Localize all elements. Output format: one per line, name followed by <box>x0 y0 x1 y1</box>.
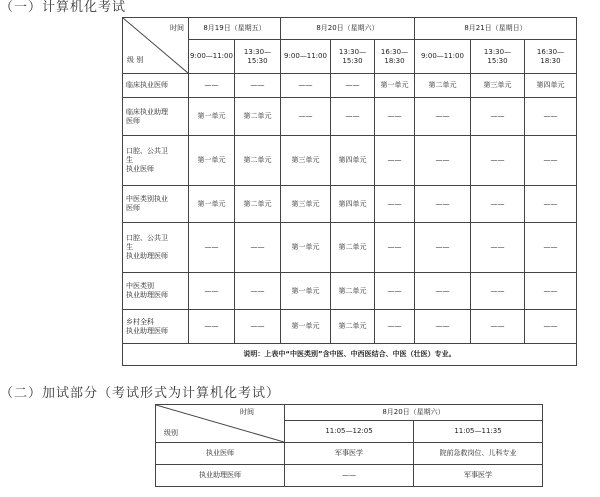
level-cell <box>123 310 189 344</box>
corner-cell <box>123 18 189 74</box>
schedule-cell: —— <box>471 310 525 344</box>
schedule-cell: —— <box>525 310 577 344</box>
schedule-cell: 第四单元 <box>331 136 375 186</box>
text-line: 16:30— <box>536 47 565 56</box>
time-slot-header <box>331 40 375 74</box>
schedule-cell: —— <box>281 98 331 136</box>
text-line: 9:00—11:00 <box>284 52 327 61</box>
date-header: 8月19日（星期五） <box>189 18 281 40</box>
text-line: 18:30 <box>384 56 405 65</box>
schedule-cell: —— <box>375 310 415 344</box>
schedule-cell: —— <box>375 136 415 186</box>
text-line: 执业助理医师 <box>126 291 168 299</box>
table-row <box>156 465 543 487</box>
schedule-cell: 第一单元 <box>375 74 415 98</box>
corner-time-label: 时间 <box>240 408 254 416</box>
schedule-cell: 第一单元 <box>189 98 235 136</box>
text-line: 中医类别执业 <box>126 195 168 204</box>
note-row <box>123 344 577 366</box>
level-cell <box>123 136 189 186</box>
text-line: 13:30— <box>243 47 272 56</box>
text-line: 医师 <box>126 204 140 212</box>
text-line: 中医类别 <box>126 282 154 291</box>
schedule-cell: —— <box>235 273 281 310</box>
schedule-cell: —— <box>415 273 471 310</box>
schedule-cell: —— <box>525 136 577 186</box>
text-line: 执业医师 <box>126 164 154 173</box>
level-cell <box>123 98 189 136</box>
time-slot-header: 11:05—12:05 <box>285 421 414 443</box>
schedule-cell: —— <box>375 186 415 223</box>
table-row <box>123 98 577 136</box>
schedule-cell: 第二单元 <box>235 186 281 223</box>
section-2-heading: （二）加试部分（考试形式为计算机化考试） <box>0 386 281 401</box>
schedule-cell: 第三单元 <box>471 74 525 98</box>
time-slot-header <box>415 40 471 74</box>
text-line: 执业助理医师 <box>126 251 168 260</box>
schedule-cell: —— <box>331 74 375 98</box>
schedule-cell: —— <box>375 273 415 310</box>
schedule-cell: —— <box>415 98 471 136</box>
schedule-cell: —— <box>235 310 281 344</box>
schedule-cell: —— <box>415 223 471 273</box>
text-line: 9:00—11:00 <box>190 52 233 61</box>
section-1-heading: （一）计算机化考试 <box>0 0 127 15</box>
schedule-cell: 第四单元 <box>525 74 577 98</box>
schedule-cell: —— <box>471 186 525 223</box>
header-row-slots <box>123 40 577 74</box>
additional-exam-schedule-table <box>155 404 543 487</box>
text-line: 临床执业助理 <box>126 107 168 116</box>
schedule-cell: 第二单元 <box>415 74 471 98</box>
schedule-cell: 第一单元 <box>281 273 331 310</box>
text-line: 执业助理医师 <box>126 326 168 335</box>
schedule-cell: 第三单元 <box>281 186 331 223</box>
schedule-cell: —— <box>189 273 235 310</box>
table-row <box>123 273 577 310</box>
schedule-cell: 院前急救岗位、儿科专业 <box>414 443 543 465</box>
schedule-cell: 第一单元 <box>189 136 235 186</box>
schedule-cell: —— <box>235 223 281 273</box>
schedule-cell: —— <box>471 273 525 310</box>
time-slot-header <box>189 40 235 74</box>
schedule-cell: —— <box>189 74 235 98</box>
date-header: 8月21日（星期日） <box>415 18 577 40</box>
time-slot-header <box>235 40 281 74</box>
schedule-cell: 第二单元 <box>331 273 375 310</box>
schedule-cell: —— <box>415 186 471 223</box>
corner-time-label: 时间 <box>170 24 184 32</box>
text-line: 13:30— <box>483 47 512 56</box>
text-line: 口腔、公共卫 <box>126 234 168 243</box>
time-slot-header: 11:05—11:35 <box>414 421 543 443</box>
schedule-cell: —— <box>235 74 281 98</box>
time-slot-header <box>525 40 577 74</box>
text-line: 9:00—11:00 <box>421 52 464 61</box>
table-row <box>123 310 577 344</box>
level-cell <box>123 273 189 310</box>
computer-exam-schedule-table <box>122 17 577 366</box>
text-line: 16:30— <box>380 47 409 56</box>
schedule-cell: —— <box>189 310 235 344</box>
time-slot-header <box>375 40 415 74</box>
text-line: 18:30 <box>540 56 561 65</box>
schedule-cell: —— <box>375 223 415 273</box>
schedule-cell: 第一单元 <box>281 310 331 344</box>
level-cell: 执业助理医师 <box>156 465 285 487</box>
schedule-cell: —— <box>415 136 471 186</box>
schedule-cell: 第二单元 <box>235 136 281 186</box>
schedule-cell: 军事医学 <box>414 465 543 487</box>
schedule-cell: 第二单元 <box>235 98 281 136</box>
time-slot-header <box>281 40 331 74</box>
schedule-cell: —— <box>189 223 235 273</box>
schedule-cell: —— <box>471 98 525 136</box>
text-line: 医师 <box>126 116 140 125</box>
schedule-cell: 第四单元 <box>331 186 375 223</box>
table-row <box>123 186 577 223</box>
corner-cell <box>156 405 285 443</box>
text-line: 生 <box>126 243 133 252</box>
schedule-cell: 第一单元 <box>281 223 331 273</box>
header-row-dates <box>123 18 577 40</box>
table-row <box>123 74 577 98</box>
text-line: 临床执业医师 <box>126 81 168 90</box>
text-line: 13:30— <box>338 47 367 56</box>
table-row <box>123 136 577 186</box>
text-line: 生 <box>126 156 133 165</box>
time-slot-header <box>471 40 525 74</box>
table-row <box>123 223 577 273</box>
schedule-cell: —— <box>525 186 577 223</box>
schedule-cell: 第二单元 <box>331 223 375 273</box>
schedule-cell: 军事医学 <box>285 443 414 465</box>
schedule-cell: —— <box>471 223 525 273</box>
level-cell: 执业医师 <box>156 443 285 465</box>
schedule-cell: 第三单元 <box>281 136 331 186</box>
table-row <box>156 443 543 465</box>
schedule-cell: —— <box>471 136 525 186</box>
schedule-cell: 第一单元 <box>189 186 235 223</box>
date-header: 8月20日（星期六） <box>285 405 543 421</box>
level-cell <box>123 223 189 273</box>
corner-level-label: 级 别 <box>127 56 144 65</box>
text-line: 口腔、公共卫 <box>126 147 168 156</box>
date-header: 8月20日（星期六） <box>281 18 415 40</box>
schedule-cell: —— <box>375 98 415 136</box>
level-cell <box>123 74 189 98</box>
schedule-cell: —— <box>415 310 471 344</box>
schedule-cell: —— <box>281 74 331 98</box>
schedule-cell: 第二单元 <box>331 310 375 344</box>
text-line: 15:30 <box>247 56 268 65</box>
header-row-date <box>156 405 543 421</box>
schedule-cell: —— <box>525 273 577 310</box>
text-line: 乡村全科 <box>126 317 154 326</box>
schedule-cell: —— <box>285 465 414 487</box>
schedule-cell: —— <box>525 223 577 273</box>
level-cell <box>123 186 189 223</box>
note-cell: 说明：上表中“中医类别”含中医、中西医结合、中医（壮医）专业。 <box>123 344 577 366</box>
schedule-cell: —— <box>331 98 375 136</box>
text-line: 15:30 <box>342 56 363 65</box>
schedule-cell: —— <box>525 98 577 136</box>
corner-level-label: 级别 <box>164 429 178 438</box>
text-line: 15:30 <box>487 56 508 65</box>
